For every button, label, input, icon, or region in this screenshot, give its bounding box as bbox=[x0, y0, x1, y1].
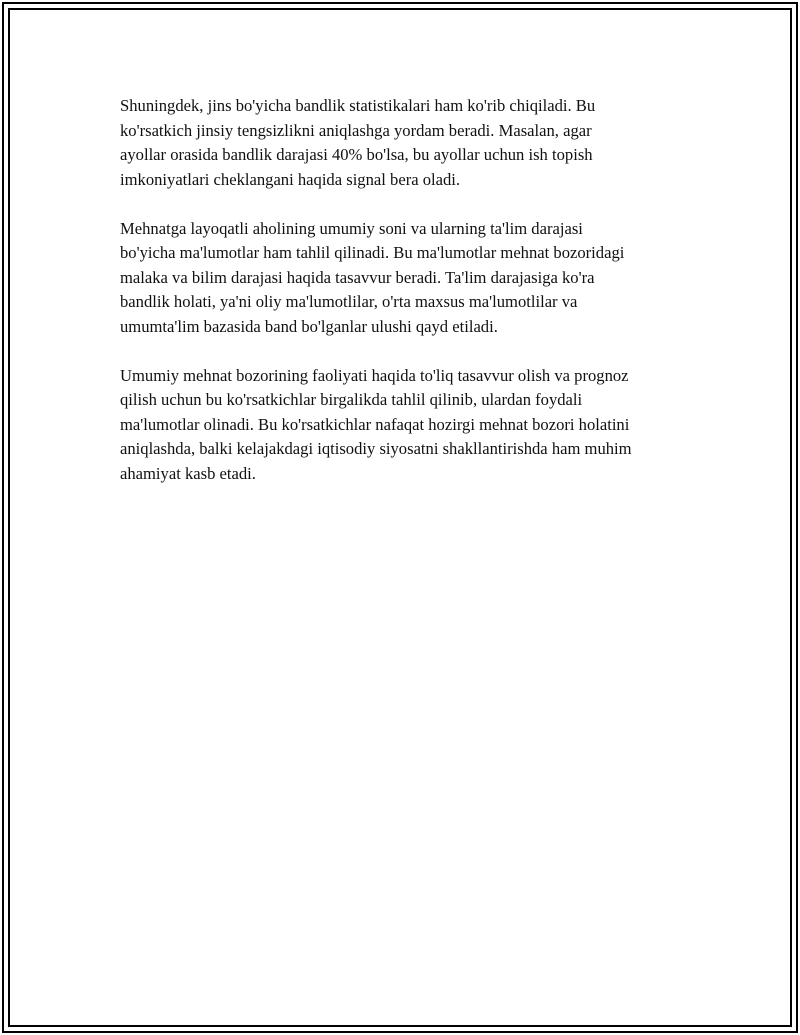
document-page bbox=[2, 2, 798, 1033]
paragraph-education-level: Mehnatga layoqatli aholining umumiy soni va ularning ta'lim darajasi bo'yicha ma'lumotlar ham tahlil qilinadi. Bu ma'lumotlar mehnat bozoridagi malaka va bilim darajasi haqida tasavvur beradi. Ta'lim darajasiga ko'ra bandlik holati, ya'ni oliy ma'lumotlilar, o'rta maxsus ma'lumotlilar va umumta'lim bazasida band bo'lganlar ulushi qayd etiladi. bbox=[120, 218, 625, 336]
paragraph-labor-market-overview: Umumiy mehnat bozorining faoliyati haqida to'liq tasavvur olish va prognoz qilish uchun bu ko'rsatkichlar birgalikda tahlil qilinib, ulardan foydali ma'lumotlar olinadi. Bu ko'rsatkichlar nafaqat hozirgi mehnat bozori holatini aniqlashda, balki kelajakdagi iqtisodiy siyosatni shakllantirishda ham muhim ahamiyat kasb etadi. bbox=[120, 365, 632, 483]
paragraph-gender-employment: Shuningdek, jins bo'yicha bandlik statistikalari ham ko'rib chiqiladi. Bu ko'rsatkich jinsiy tengsizlikni aniqlashga yordam beradi. Masalan, agar ayollar orasida bandlik darajasi 40% bo'lsa, bu ayollar uchun ish topish imkoniyatlari cheklangani haqida signal bera oladi. bbox=[120, 96, 596, 189]
document-body bbox=[120, 94, 700, 511]
